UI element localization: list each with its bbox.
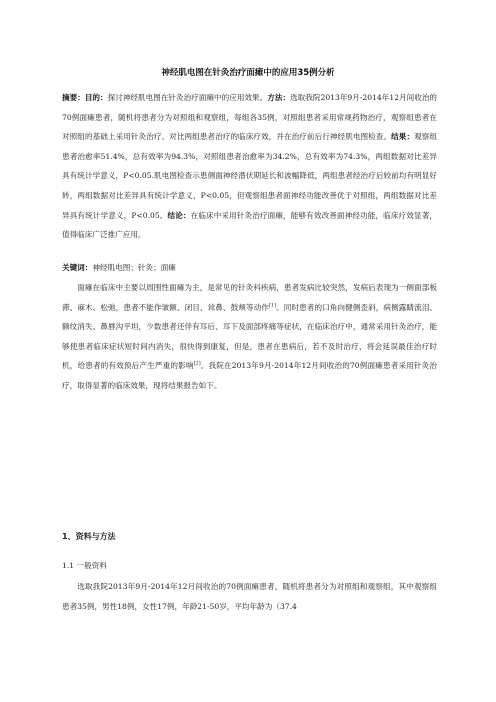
conclusion-text: 在临床中采用针灸治疗面瘫，能够有效改善面神经功能，临床疗效显著，值得临床广泛推广应用。 — [62, 210, 437, 240]
subsection-heading: 1.1 一般资料 — [62, 561, 107, 570]
intro-text-3: 。我院在2013年9月-2014年12月间收治的70例面瘫患者采用针灸治疗，取得显著的临床效果，现将结果报告如下。 — [62, 361, 438, 390]
method-text: 选取我院2013年9月-2014年12月间收治的70例面瘫患者，随机将患者分为对照组和观察组，每组各35例，对照组患者采用常规药物治疗，观察组患者在对照组的基础上采用针灸治疗。对比两组患者治疗的临床疗效，并在治疗前后行神经肌电图检查。 — [62, 93, 438, 142]
section-paragraph: 选取我院2013年9月-2014年12月间收治的70例面瘫患者，随机将患者分为对照组和观察组，其中观察组患者35例，男性18例，女性17例，年龄21-50岁，平均年龄为（37.4 — [62, 582, 437, 611]
paper-title: 神经肌电图在针灸治疗面瘫中的应用35例分析 — [161, 68, 335, 78]
keywords-text: 神经肌电图；针灸；面瘫 — [92, 263, 176, 272]
abstract-label: 摘要： — [62, 93, 85, 102]
keywords-label: 关键词： — [62, 263, 93, 272]
intro-text-1: 面瘫在临床中主要以周围性面瘫为主，是常见的针灸科疾病，患者发病比较突然，发病后表现为一侧面部板滞、麻木、松弛，患者不能作皱额、闭目、耸鼻、鼓颊等动作 — [62, 283, 437, 312]
method-label: 方法： — [267, 93, 291, 102]
section-heading: 1、资料与方法 — [62, 532, 116, 541]
aim-label: 目的： — [84, 93, 108, 102]
result-text: 观察组患者治愈率51.4%，总有效率为94.3%，对照组患者治愈率为34.2%，总有效率为74.3%，两组数据对比差异具有统计学意义，P<0.05.肌电图检查示患侧面神经潜伏期延长和波幅降低，两组患者经治疗后较前均有明显好转，两组数据对比差异具有统计学意义，P<0.05，但观察组患者面神经功能改善优于对照组，两组数据对比差异具有统计学意义，P<0.05。 — [62, 132, 438, 220]
intro-paragraph — [62, 278, 437, 396]
result-label: 结果： — [391, 132, 415, 142]
citation-1: [1] — [268, 302, 277, 309]
intro-text-2: 。同时患者的口角向健侧歪斜，病侧露睛流泪、额纹消失、鼻唇沟平坦，少数患者还伴有耳后、耳下及面部疼痛等症状，在临床治疗中，通常采用针灸治疗，能够使患者临床症状短时间内消失，很快得到康复，但是，患者在患病后，若不及时治疗，将会延误最佳治疗时机，给患者的有效预后产生严重的影响 — [62, 302, 438, 371]
aim-text: 探讨神经肌电图在针灸治疗面瘫中的应用效果。 — [107, 93, 268, 102]
abstract — [62, 88, 437, 245]
keywords — [62, 258, 437, 278]
citation-2: [2] — [193, 360, 201, 367]
conclusion-label: 结论： — [167, 210, 191, 220]
